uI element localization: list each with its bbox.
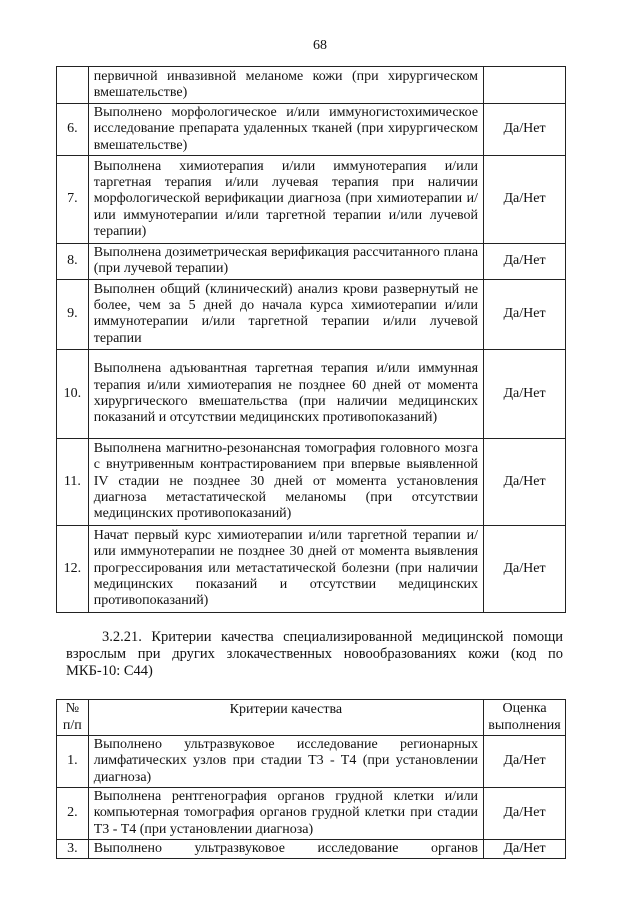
criterion-score: Да/Нет — [484, 525, 566, 612]
criterion-score: Да/Нет — [484, 736, 566, 788]
table-row — [57, 279, 566, 349]
header-number: № п/п — [57, 700, 89, 736]
table-row — [57, 67, 566, 104]
criterion-text: Выполнено ультразвуковое исследование органов — [88, 840, 483, 859]
table-row — [57, 736, 566, 788]
table-row — [57, 104, 566, 156]
table-row — [57, 840, 566, 859]
criterion-score: Да/Нет — [484, 155, 566, 243]
criterion-text: Выполнено ультразвуковое исследование регионарных лимфатических узлов при стадии T3 - T4 (при установлении диагноза) — [88, 736, 483, 788]
criterion-text: Выполнена рентгенография органов грудной клетки и/или компьютерная томография органов грудной клетки при стадии T3 - T4 (при установлении диагноза) — [88, 788, 483, 840]
row-number — [57, 67, 89, 104]
criterion-text: Выполнена дозиметрическая верификация рассчитанного плана (при лучевой терапии) — [88, 243, 483, 279]
criterion-text: Выполнена адъювантная таргетная терапия и/или иммунная терапия и/или химиотерапия не позднее 60 дней от момента хирургического вмешательства (при наличии медицинских показаний и отсутствии медицинских противопоказаний) — [88, 349, 483, 438]
quality-criteria-table-skin-neoplasms — [56, 699, 566, 859]
row-number: 12. — [57, 525, 89, 612]
criterion-score: Да/Нет — [484, 438, 566, 525]
page-number: 68 — [313, 38, 327, 53]
criterion-score: Да/Нет — [484, 788, 566, 840]
header-criteria: Критерии качества — [88, 700, 483, 736]
row-number: 2. — [57, 788, 89, 840]
criterion-score — [484, 67, 566, 104]
table-row — [57, 438, 566, 525]
criterion-score: Да/Нет — [484, 104, 566, 156]
criterion-text: Выполнен общий (клинический) анализ крови развернутый не более, чем за 5 дней до начала курса химиотерапии и/или иммунотерапии и/или таргетной терапии и/или лучевой терапии — [88, 279, 483, 349]
table-row — [57, 349, 566, 438]
table-row — [57, 525, 566, 612]
table-row — [57, 788, 566, 840]
criterion-score: Да/Нет — [484, 279, 566, 349]
table-header-row — [57, 700, 566, 736]
criterion-score: Да/Нет — [484, 243, 566, 279]
row-number: 11. — [57, 438, 89, 525]
row-number: 1. — [57, 736, 89, 788]
quality-criteria-table-melanoma — [56, 66, 566, 613]
criterion-text: Выполнено морфологическое и/или иммуногистохимическое исследование препарата удаленных тканей (при хирургическом вмешательстве) — [88, 104, 483, 156]
table-row — [57, 155, 566, 243]
table-row — [57, 243, 566, 279]
row-number: 8. — [57, 243, 89, 279]
row-number: 10. — [57, 349, 89, 438]
criterion-text: Начат первый курс химиотерапии и/или таргетной терапии и/или иммунотерапии не позднее 30 дней от момента выявления прогрессирования или метастатической болезни (при наличии медицинских показаний и отсутствии медицинских противопоказаний) — [88, 525, 483, 612]
row-number: 3. — [57, 840, 89, 859]
criterion-text: Выполнена химиотерапия и/или иммунотерапия и/или таргетная терапия и/или лучевая терапия при наличии морфологической верификации диагноза (при химиотерапии и/или иммунотерапии и/или таргетной терапии и/или лучевой терапии) — [88, 155, 483, 243]
row-number: 6. — [57, 104, 89, 156]
criterion-score: Да/Нет — [484, 840, 566, 859]
row-number: 9. — [57, 279, 89, 349]
criterion-score: Да/Нет — [484, 349, 566, 438]
section-heading: 3.2.21. Критерии качества специализированной медицинской помощи взрослым при других злокачественных новообразованиях кожи (код по МКБ-10: C44) — [66, 629, 563, 679]
row-number: 7. — [57, 155, 89, 243]
criterion-text: Выполнена магнитно-резонансная томография головного мозга с внутривенным контрастированием при впервые выявленной IV стадии не позднее 30 дней от момента установления диагноза метастатической меланомы (при отсутствии медицинских противопоказаний) — [88, 438, 483, 525]
header-score: Оценка выполнения — [484, 700, 566, 736]
criterion-text: первичной инвазивной меланоме кожи (при хирургическом вмешательстве) — [88, 67, 483, 104]
